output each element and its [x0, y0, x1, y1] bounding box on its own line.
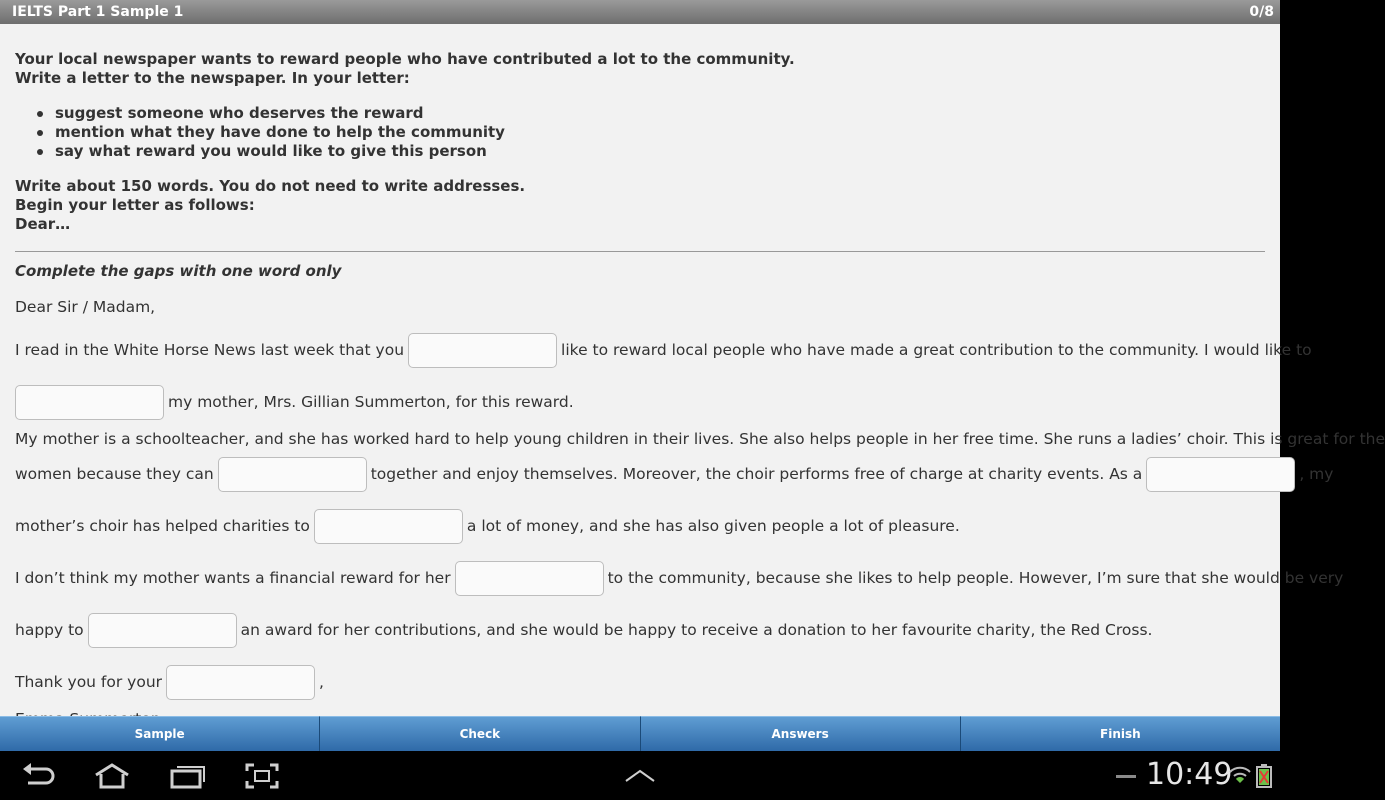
gap-input-2[interactable] — [15, 385, 164, 420]
instruction-text: Complete the gaps with one word only — [15, 262, 342, 280]
task-line-1: Your local newspaper wants to reward people who have contributed a lot to the community. — [15, 50, 795, 68]
task-bullet: mention what they have done to help the community — [55, 123, 1265, 142]
content-area[interactable] — [0, 24, 1385, 716]
letter-greeting: Dear Sir / Madam, — [15, 297, 156, 316]
bullet-icon — [37, 149, 43, 155]
gap-input-4[interactable] — [1146, 457, 1295, 492]
letter-line: Thank you for your , — [15, 664, 1265, 700]
battery-icon — [1256, 764, 1272, 788]
back-icon[interactable] — [20, 763, 56, 789]
letter-line: I don’t think my mother wants a financial reward for her to the community, because she likes to help people. However, I’m sure that she would be very — [15, 560, 1265, 596]
letter-line: women because they can together and enjoy themselves. Moreover, the choir performs free of charge at charity events. As a , my — [15, 456, 1265, 492]
gap-input-6[interactable] — [455, 561, 604, 596]
gap-input-7[interactable] — [88, 613, 237, 648]
letter-line: happy to an award for her contributions, and she would be happy to receive a donation to her favourite charity, the Red Cross. — [15, 612, 1265, 648]
task-bullets — [55, 104, 1265, 161]
task-prompt — [15, 50, 1265, 234]
gap-input-3[interactable] — [218, 457, 367, 492]
task-line-2: Write a letter to the newspaper. In your letter: — [15, 69, 410, 87]
letter-line: I read in the White Horse News last week that you like to reward local people who have made a great contribution to the community. I would like to — [15, 332, 1265, 368]
system-nav-bar — [0, 751, 1280, 800]
finish-button[interactable]: Finish — [961, 716, 1280, 751]
gap-input-1[interactable] — [408, 333, 557, 368]
letter-line: my mother, Mrs. Gillian Summerton, for this reward. — [15, 384, 1265, 420]
task-line-5: Dear… — [15, 215, 71, 233]
gap-input-5[interactable] — [314, 509, 463, 544]
bullet-icon — [37, 111, 43, 117]
letter-line: mother’s choir has helped charities to a lot of money, and she has also given people a lot of pleasure. — [15, 508, 1265, 544]
wifi-icon — [1228, 763, 1252, 787]
page-title: IELTS Part 1 Sample 1 — [12, 4, 184, 20]
sample-button[interactable]: Sample — [0, 716, 320, 751]
answers-button[interactable]: Answers — [641, 716, 961, 751]
screenshot-icon[interactable] — [245, 763, 279, 789]
check-button[interactable]: Check — [320, 716, 640, 751]
clock: 10:49 — [1146, 757, 1233, 792]
recent-apps-icon[interactable] — [170, 763, 206, 789]
task-bullet: suggest someone who deserves the reward — [55, 104, 1265, 123]
progress-counter: 0/8 — [1249, 4, 1274, 20]
up-arrow-icon[interactable] — [624, 769, 656, 783]
task-bullet: say what reward you would like to give this person — [55, 142, 1265, 161]
letter-body — [15, 297, 1385, 728]
task-line-3: Write about 150 words. You do not need to write addresses. — [15, 177, 526, 195]
minus-icon — [1116, 775, 1136, 779]
gap-input-8[interactable] — [166, 665, 315, 700]
task-line-4: Begin your letter as follows: — [15, 196, 255, 214]
title-bar — [0, 0, 1280, 24]
action-bar — [0, 716, 1280, 751]
bullet-icon — [37, 130, 43, 136]
home-icon[interactable] — [92, 763, 132, 789]
letter-line: My mother is a schoolteacher, and she has worked hard to help young children in their lives. She also helps people in her free time. She runs a ladies’ choir. This is great for the — [15, 429, 1385, 448]
divider — [15, 251, 1265, 252]
